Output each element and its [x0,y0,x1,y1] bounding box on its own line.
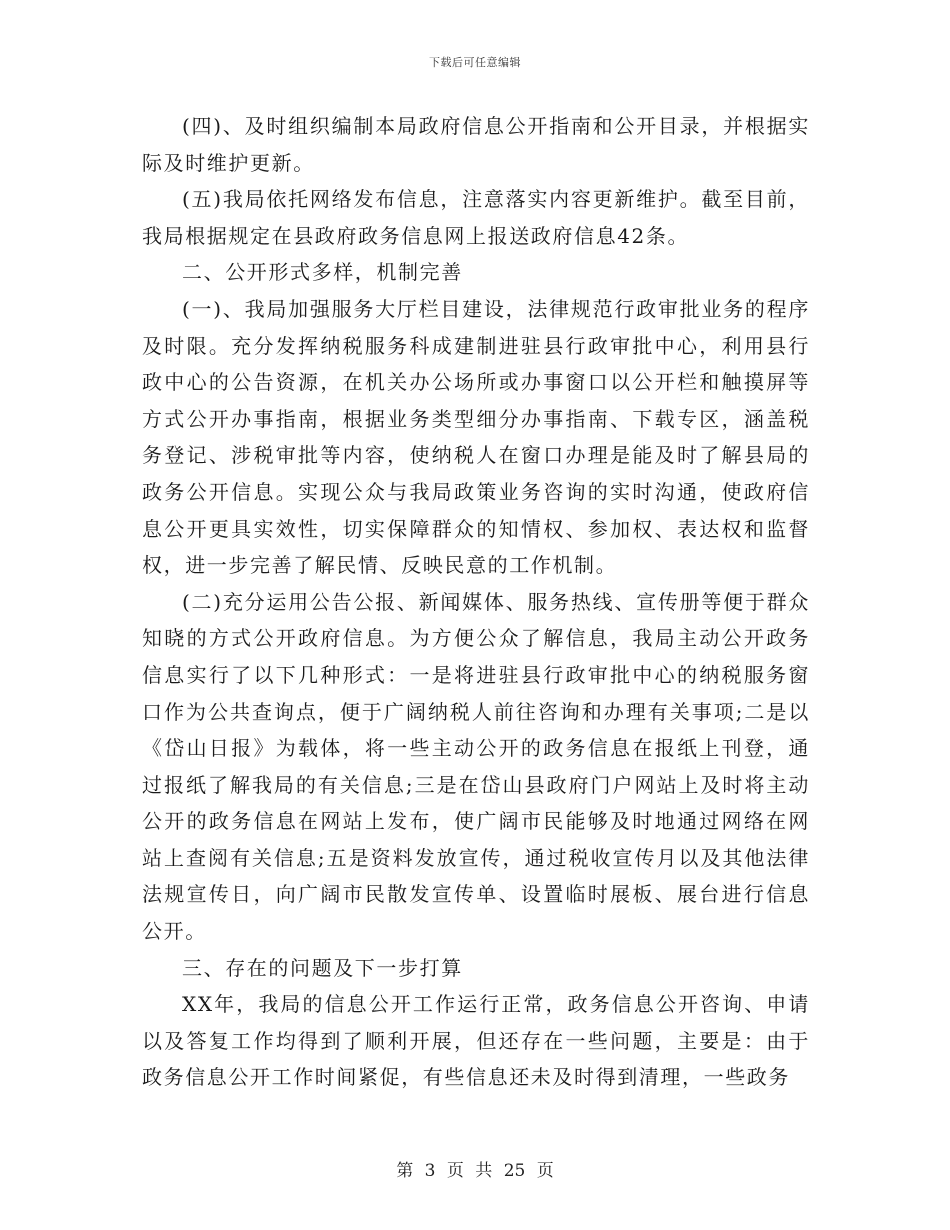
paragraph-2-2: (二)充分运用公告公报、新闻媒体、服务热线、宣传册等便于群众知晓的方式公开政府信息。为方便公众了解信息，我局主动公开政务信息实行了以下几种形式：一是将进驻县行政审批中心的纳税服务窗口作为公共查询点，便于广阔纳税人前往咨询和办理有关事项;二是以《岱山日报》为载体，将一些主动公开的政务信息在报纸上刊登，通过报纸了解我局的有关信息;三是在岱山县政府门户网站上及时将主动公开的政务信息在网站上发布，使广阔市民能够及时地通过网络在网站上查阅有关信息;五是资料发放宣传，通过税收宣传月以及其他法律法规宣传日，向广阔市民散发宣传单、设置临时展板、展台进行信息公开。 [142,589,810,944]
paragraph-3-1: XX年，我局的信息公开工作运行正常，政务信息公开咨询、申请以及答复工作均得到了顺利开展，但还存在一些问题，主要是：由于政务信息公开工作时间紧促，有些信息还未及时得到清理，一些政务 [142,992,810,1090]
document-body [142,108,810,1096]
paragraph-5: (五)我局依托网络发布信息，注意落实内容更新维护。截至目前，我局根据规定在县政府政务信息网上报送政府信息42条。 [142,187,810,248]
paragraph-4: (四)、及时组织编制本局政府信息公开指南和公开目录，并根据实际及时维护更新。 [142,114,810,175]
section-heading-2: 二、公开形式多样，机制完善 [182,260,463,285]
section-heading-3: 三、存在的问题及下一步打算 [182,955,463,980]
paragraph-2-1: (一)、我局加强服务大厅栏目建设，法律规范行政审批业务的程序及时限。充分发挥纳税服务科成建制进驻县行政审批中心，利用县行政中心的公告资源，在机关办公场所或办事窗口以公开栏和触摸屏等方式公开办事指南，根据业务类型细分办事指南、下载专区，涵盖税务登记、涉税审批等内容，使纳税人在窗口办理是能及时了解县局的政务公开信息。实现公众与我局政策业务咨询的实时沟通，使政府信息公开更具实效性，切实保障群众的知情权、参加权、表达权和监督权，进一步完善了解民情、反映民意的工作机制。 [142,296,810,578]
page-number: 第 3 页 共 25 页 [396,1161,554,1181]
page-header-note: 下载后可任意编辑 [429,56,521,69]
